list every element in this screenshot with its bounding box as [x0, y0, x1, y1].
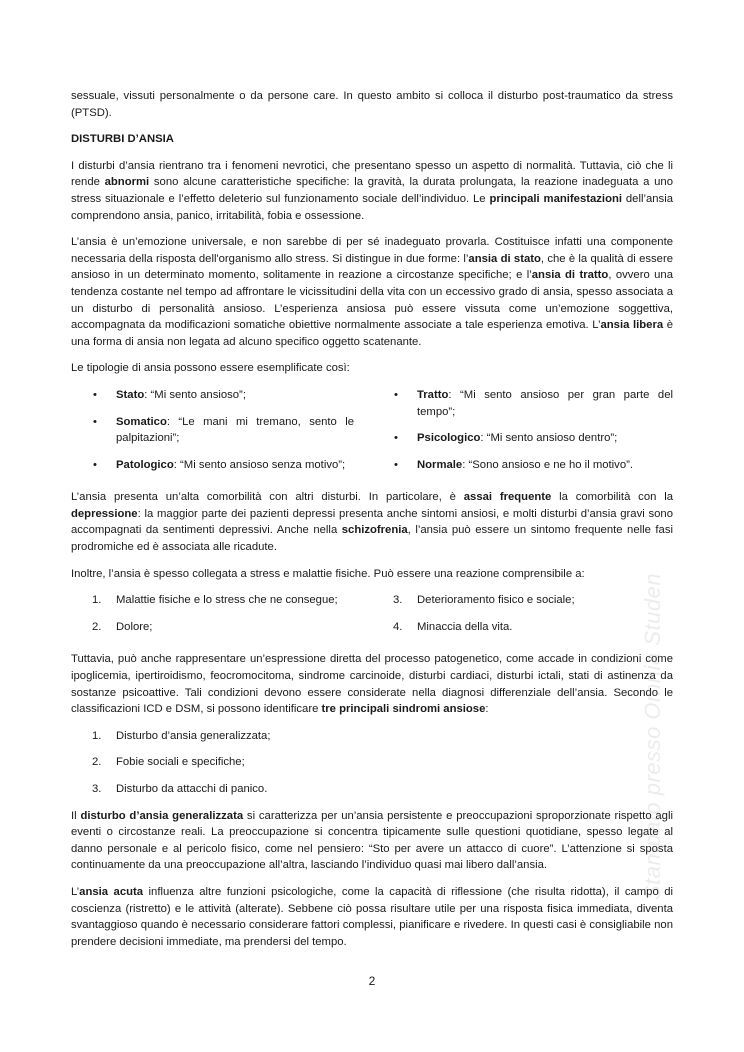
paragraph-acute-anxiety: L’ansia acuta influenza altre funzioni psicologiche, come la capacità di riflessione (che risulta ridotta), il campo di coscienza (ristretto) e le attività (alterate). Sebbene ciò possa risultare utile per una risposta fisica immediata, diventa svantaggioso quando è necessario considerare fattori complessi, pianificare e rivedere. In questi casi è consigliabile non prendere decisioni immediate, ma prendersi del tempo. [71, 885, 674, 948]
bold-term: assai frequente [463, 491, 552, 504]
list-item: 4. Minaccia della vita. [393, 620, 513, 633]
list-item: 2. Fobie sociali e specifiche; [92, 756, 245, 769]
bold-term: disturbo d’ansia generalizzata [80, 809, 244, 822]
bullet-icon: • [394, 432, 398, 445]
reactions-column-left [71, 592, 372, 645]
bold-term: ansia di tratto [531, 269, 609, 282]
list-item: • Normale: “Sono ansioso e ne ho il motivo”. [372, 457, 673, 474]
types-intro: Le tipologie di ansia possono essere esemplificate così: [71, 362, 350, 375]
list-item: • Psicologico: “Mi sento ansioso dentro”; [372, 430, 673, 447]
bold-term: schizofrenia [341, 524, 408, 537]
watermark: Stampato presso Omnia Studen [640, 572, 665, 900]
paragraph-definition: I disturbi d’ansia rientrano tra i fenomeni nevrotici, che presentano spesso un aspetto di normalità. Tuttavia, ciò che li rende abnormi sono alcune caratteristiche specifiche: la gravità, la durata prolungata, la reazione inadeguata a uno stress situazionale e l’effetto deleterio sul funzionamento sociale dell’individuo. Le principali manifestazioni dell’ansia comprendono ansia, panico, irritabilità, fobia e ossessione. [71, 159, 673, 222]
bold-term: ansia libera [600, 319, 664, 332]
bullet-icon: • [394, 458, 398, 471]
paragraph-pathogenesis: Tuttavia, può anche rappresentare un’espressione diretta del processo patogenetico, come accade in condizioni come ipoglicemia, ipertiroidismo, feocromocitoma, sindrome carcinoide, disturbi cardiaci, disturbi ictali, stati di astinenza da sostanze psicoattive. Tali condizioni devono essere considerate nella diagnosi differenziale dell’ansia. Secondo le classificazioni ICD e DSM, si possono identificare tre principali sindromi ansiose: [71, 653, 673, 716]
bold-term: principali manifestazioni [489, 192, 623, 205]
list-item: 1. Malattie fisiche e lo stress che ne consegue; [92, 594, 338, 607]
paragraph-reactions-intro: Inoltre, l’ansia è spesso collegata a stress e malattie fisiche. Può essere una reazione comprensibile a: [71, 567, 585, 580]
bullet-icon: • [93, 458, 97, 471]
bold-term: abnormi [104, 176, 150, 189]
paragraph-gad: Il disturbo d’ansia generalizzata si caratterizza per un’ansia persistente e preoccupazioni sproporzionate rispetto agli eventi o circostanze reali. La preoccupazione si concentra tipicamente sulle questioni quotidiane, spesso legate al danno personale e al pericolo fisico, come nel pensiero: “Sto per avere un attacco di cuore”. L’attenzione si sposta continuamente da una preoccupazione all’altra, lasciando l’individuo quasi mai libero dall’ansia. [71, 809, 673, 872]
list-item: 1. Disturbo d’ansia generalizzata; [92, 729, 271, 742]
list-item: 3. Deterioramento fisico e sociale; [393, 594, 575, 607]
bullet-icon: • [394, 388, 398, 401]
bold-term: ansia acuta [79, 885, 144, 898]
paragraph-state-trait: L’ansia è un’emozione universale, e non sarebbe di per sé inadeguato provarla. Costituisce infatti una componente necessaria della risposta dell'organismo allo stress. Si distingue in due forme: l’ansia di stato, che è la qualità di essere ansioso in un determinato momento, solitamente in reazione a circostanze specifiche; e l’ansia di tratto, ovvero una tendenza costante nel tempo ad affrontare le vicissitudini della vita con un eccessivo grado di ansia, spesso associata a un disturbo di personalità ansioso. L’esperienza ansiosa può essere vissuta come un’emozione soggettiva, accompagnata da modificazioni somatiche obiettive normalmente associate a tale esperienza emotiva. L’ansia libera è una forma di ansia non legata ad alcuno specifico oggetto scatenante. [71, 236, 674, 348]
document-page [71, 88, 673, 960]
intro-paragraph: sessuale, vissuti personalmente o da persone care. In questo ambito si colloca il disturbo post-traumatico da stress (PTSD). [71, 90, 673, 119]
bold-term: tre principali sindromi ansiose [321, 703, 486, 716]
bold-term: ansia di stato [468, 252, 541, 265]
bullet-icon: • [93, 388, 97, 401]
list-item: • Somatico: “Le mani mi tremano, sento le palpitazioni”; [93, 415, 354, 445]
bullet-icon: • [93, 415, 97, 428]
reactions-list [71, 592, 673, 645]
list-item: 3. Disturbo da attacchi di panico. [92, 783, 268, 795]
reactions-column-right [372, 592, 673, 645]
types-column-left [71, 387, 372, 483]
page-number: 2 [368, 974, 376, 988]
bold-term: depressione [71, 507, 138, 520]
syndromes-list [71, 728, 673, 798]
section-heading: DISTURBI D’ANSIA [71, 133, 174, 146]
anxiety-types-list [71, 387, 673, 483]
paragraph-comorbidity: L’ansia presenta un’alta comorbilità con altri disturbi. In particolare, è assai frequente la comorbilità con la depressione: la maggior parte dei pazienti depressi presenta anche sintomi ansiosi, e molti disturbi d’ansia gravi sono accompagnati da sentimenti depressivi. Anche nella schizofrenia, l’ansia può essere un sintomo frequente nelle fasi prodromiche ed è associata alle ricadute. [71, 491, 673, 554]
list-item: • Tratto: “Mi sento ansioso per gran parte del tempo”; [394, 388, 673, 418]
types-column-right [372, 387, 673, 483]
list-item: • Patologico: “Mi sento ansioso senza motivo”; [71, 457, 372, 474]
list-item: 2. Dolore; [92, 620, 153, 633]
list-item: • Stato: “Mi sento ansioso”; [71, 387, 372, 404]
